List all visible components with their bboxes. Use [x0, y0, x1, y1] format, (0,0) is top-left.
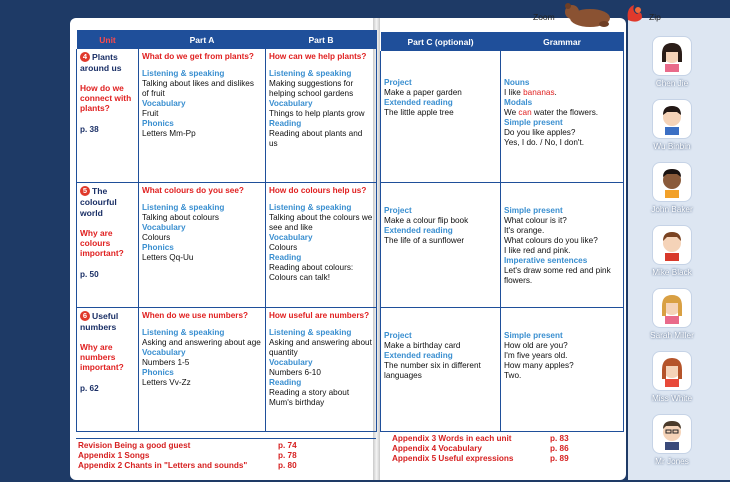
character-name: Sarah Miller [650, 331, 694, 340]
woman-avatar-icon [657, 355, 687, 387]
grammar-example: I like bananas. [504, 88, 557, 97]
grammar-highlight: can [518, 108, 532, 117]
appendix-page: p. 86 [550, 444, 569, 453]
extended-reading-text: The number six in different languages [384, 360, 481, 380]
grammar-heading: Simple present [504, 330, 563, 340]
part-a-cell [139, 49, 266, 182]
phonics-text: Letters Mm-Pp [142, 129, 196, 138]
col-part-b-header: Part B [266, 30, 377, 49]
vocabulary-heading: Vocabulary [142, 222, 186, 232]
grammar-heading: Modals [504, 98, 533, 107]
avatar [652, 414, 692, 454]
grammar-example: We can water the flowers. [504, 108, 599, 117]
character-john-baker [644, 162, 700, 214]
project-text: Make a paper garden [384, 88, 462, 97]
grammar-example: What colour is it? [504, 215, 567, 225]
unit-number-badge: 4 [80, 52, 90, 62]
grammar-example: Yes, I do. / No, I don't. [504, 138, 584, 147]
boy-avatar-icon [657, 103, 687, 135]
phonics-heading: Phonics [142, 242, 174, 252]
zip-label: Zip [649, 12, 661, 22]
appendix-page: p. 80 [278, 461, 297, 470]
grammar-example: I'm five years old. [504, 350, 568, 360]
vocabulary-heading: Vocabulary [269, 357, 313, 367]
grammar-example: Do you like apples? [504, 128, 576, 137]
part-c-cell [381, 307, 501, 431]
grammar-heading: Simple present [504, 118, 563, 127]
grammar-example: It's orange. [504, 225, 545, 235]
part-b-question: How can we help plants? [269, 52, 367, 61]
unit-number-badge: 6 [80, 311, 90, 321]
reading-heading: Reading [269, 119, 302, 128]
listening-speaking-text: Asking and answering about quantity [269, 337, 372, 357]
grammar-cell [501, 307, 624, 431]
part-b-cell [266, 182, 377, 307]
unit-page: p. 50 [80, 269, 99, 279]
grammar-heading: Imperative sentences [504, 255, 588, 265]
part-b-question: How do colours help us? [269, 185, 367, 195]
project-heading: Project [384, 205, 412, 215]
part-a-cell [139, 307, 266, 431]
appendix-entry[interactable] [392, 444, 602, 454]
vocabulary-text: Colours [142, 232, 171, 242]
project-heading: Project [384, 78, 412, 87]
extended-reading-heading: Extended reading [384, 225, 453, 235]
appendix-label: Appendix 5 Useful expressions [392, 454, 514, 463]
character-miss-white [644, 351, 700, 403]
grammar-example: How old are you? [504, 340, 568, 350]
grammar-example: How many apples? [504, 360, 574, 370]
part-c-cell [381, 51, 501, 182]
appendix-label: Revision Being a good guest [78, 441, 191, 450]
unit-row [77, 49, 377, 182]
appendix-page: p. 78 [278, 451, 297, 460]
project-heading: Project [384, 330, 412, 340]
unit-page: p. 38 [80, 125, 99, 134]
reading-text: Reading about plants and us [269, 129, 363, 148]
vocabulary-heading: Vocabulary [142, 347, 186, 357]
appendix-list-right [392, 434, 602, 464]
vocabulary-text: Things to help plants grow [269, 109, 365, 118]
avatar [652, 351, 692, 391]
grammar-example: What colours do you like? [504, 235, 598, 245]
grammar-highlight: bananas [523, 88, 555, 97]
appendix-page: p. 83 [550, 434, 569, 443]
vocabulary-text: Numbers 1-5 [142, 357, 190, 367]
appendix-page: p. 74 [278, 441, 297, 450]
listening-speaking-heading: Listening & speaking [269, 202, 352, 212]
appendix-label: Appendix 4 Vocabulary [392, 444, 482, 453]
character-sarah-miller [644, 288, 700, 340]
boy-avatar-icon [657, 166, 687, 198]
table-header-row [381, 32, 624, 51]
table-header-row [77, 30, 377, 49]
col-part-a-header: Part A [139, 30, 266, 49]
unit-cell [77, 49, 139, 182]
extended-reading-heading: Extended reading [384, 98, 453, 107]
grammar-cell [501, 182, 624, 307]
avatar [652, 288, 692, 328]
listening-speaking-heading: Listening & speaking [142, 69, 225, 78]
contents-table-left [76, 30, 377, 432]
appendix-entry[interactable] [392, 434, 602, 444]
part-b-question: How useful are numbers? [269, 310, 370, 320]
avatar [652, 99, 692, 139]
part-a-cell [139, 182, 266, 307]
footer-rule-left [76, 438, 376, 439]
appendix-page: p. 89 [550, 454, 569, 463]
phonics-text: Letters Vv-Zz [142, 377, 191, 387]
contents-table-right [380, 32, 624, 432]
col-part-c-header: Part C (optional) [381, 32, 501, 51]
grammar-heading: Simple present [504, 205, 563, 215]
listening-speaking-heading: Listening & speaking [142, 202, 225, 212]
extended-reading-heading: Extended reading [384, 350, 453, 360]
unit-row [77, 182, 377, 307]
unit-cell [77, 307, 139, 431]
phonics-heading: Phonics [142, 119, 174, 128]
avatar [652, 162, 692, 202]
character-name: Wu Binbin [653, 142, 691, 151]
unit-row [381, 182, 624, 307]
part-a-question: When do we use numbers? [142, 310, 248, 320]
character-chen-jie [644, 36, 700, 88]
vocabulary-text: Fruit [142, 109, 159, 118]
appendix-entry[interactable] [78, 441, 338, 451]
reading-text: Reading a story about Mum's birthday [269, 387, 350, 407]
grammar-example: Two. [504, 370, 522, 380]
vocabulary-heading: Vocabulary [269, 232, 313, 242]
appendix-label: Appendix 1 Songs [78, 451, 150, 460]
unit-row [77, 307, 377, 431]
extended-reading-text: The little apple tree [384, 108, 454, 117]
part-c-cell [381, 182, 501, 307]
extended-reading-text: The life of a sunflower [384, 235, 465, 245]
unit-title: Useful numbers [80, 310, 119, 332]
girl-avatar-icon [657, 292, 687, 324]
col-unit-header: Unit [77, 30, 139, 49]
phonics-heading: Phonics [142, 367, 174, 377]
part-b-cell [266, 49, 377, 182]
avatar [652, 36, 692, 76]
squirrel-mascot-icon [624, 2, 646, 24]
phonics-text: Letters Qq-Uu [142, 252, 194, 262]
reading-text: Reading about colours: Colours can talk! [269, 262, 354, 282]
vocabulary-heading: Vocabulary [269, 99, 313, 108]
appendix-entry[interactable] [392, 454, 602, 464]
character-name: John Baker [651, 205, 693, 214]
character-mike-black [644, 225, 700, 277]
character-name: Miss White [651, 394, 693, 403]
listening-speaking-text: Talking about the colours we see and like [269, 212, 373, 232]
unit-row [381, 51, 624, 182]
listening-speaking-heading: Listening & speaking [269, 327, 352, 337]
unit-question: How do we connect with plants? [80, 83, 132, 113]
grammar-example: Let's draw some red and pink flowers. [504, 265, 611, 285]
character-name: Chen Jie [655, 79, 689, 88]
unit-row [381, 307, 624, 431]
listening-speaking-text: Talking about colours [142, 212, 219, 222]
appendix-label: Appendix 2 Chants in "Letters and sounds" [78, 461, 248, 470]
appendix-list-left [78, 441, 338, 471]
zoom-label: Zoom [533, 12, 555, 22]
unit-page: p. 62 [80, 383, 99, 393]
character-name: Mike Black [652, 268, 692, 277]
listening-speaking-text: Asking and answering about age [142, 337, 261, 347]
bear-mascot-icon [560, 2, 620, 28]
unit-question: Why are colours important? [80, 227, 124, 258]
character-mr-jones [644, 414, 700, 466]
listening-speaking-text: Making suggestions for helping school gardens [269, 79, 354, 98]
col-grammar-header: Grammar [501, 32, 624, 51]
unit-question: Why are numbers important? [80, 341, 124, 372]
vocabulary-text: Numbers 6-10 [269, 367, 321, 377]
appendix-entry[interactable] [78, 461, 338, 471]
appendix-entry[interactable] [78, 451, 338, 461]
project-text: Make a colour flip book [384, 215, 469, 225]
avatar [652, 225, 692, 265]
unit-number-badge: 5 [80, 186, 90, 196]
listening-speaking-heading: Listening & speaking [269, 69, 352, 78]
unit-title: Plants around us [80, 52, 122, 73]
grammar-heading: Nouns [504, 78, 530, 87]
grammar-example: I like red and pink. [504, 245, 571, 255]
character-wu-binbin [644, 99, 700, 151]
vocabulary-text: Colours [269, 242, 298, 252]
reading-heading: Reading [269, 252, 302, 262]
appendix-label: Appendix 3 Words in each unit [392, 434, 512, 443]
listening-speaking-heading: Listening & speaking [142, 327, 225, 337]
part-a-question: What colours do you see? [142, 185, 244, 195]
listening-speaking-text: Talking about likes and dislikes of fruit [142, 79, 254, 98]
part-b-cell [266, 307, 377, 431]
character-name: Mr Jones [655, 457, 689, 466]
project-text: Make a birthday card [384, 340, 461, 350]
part-a-question: What do we get from plants? [142, 52, 254, 61]
girl-avatar-icon [657, 40, 687, 72]
unit-title: The colourful world [80, 185, 117, 218]
grammar-cell [501, 51, 624, 182]
footer-rule-right [380, 431, 623, 432]
man-avatar-icon [657, 418, 687, 450]
vocabulary-heading: Vocabulary [142, 99, 186, 108]
unit-cell [77, 182, 139, 307]
boy-avatar-icon [657, 229, 687, 261]
reading-heading: Reading [269, 377, 302, 387]
